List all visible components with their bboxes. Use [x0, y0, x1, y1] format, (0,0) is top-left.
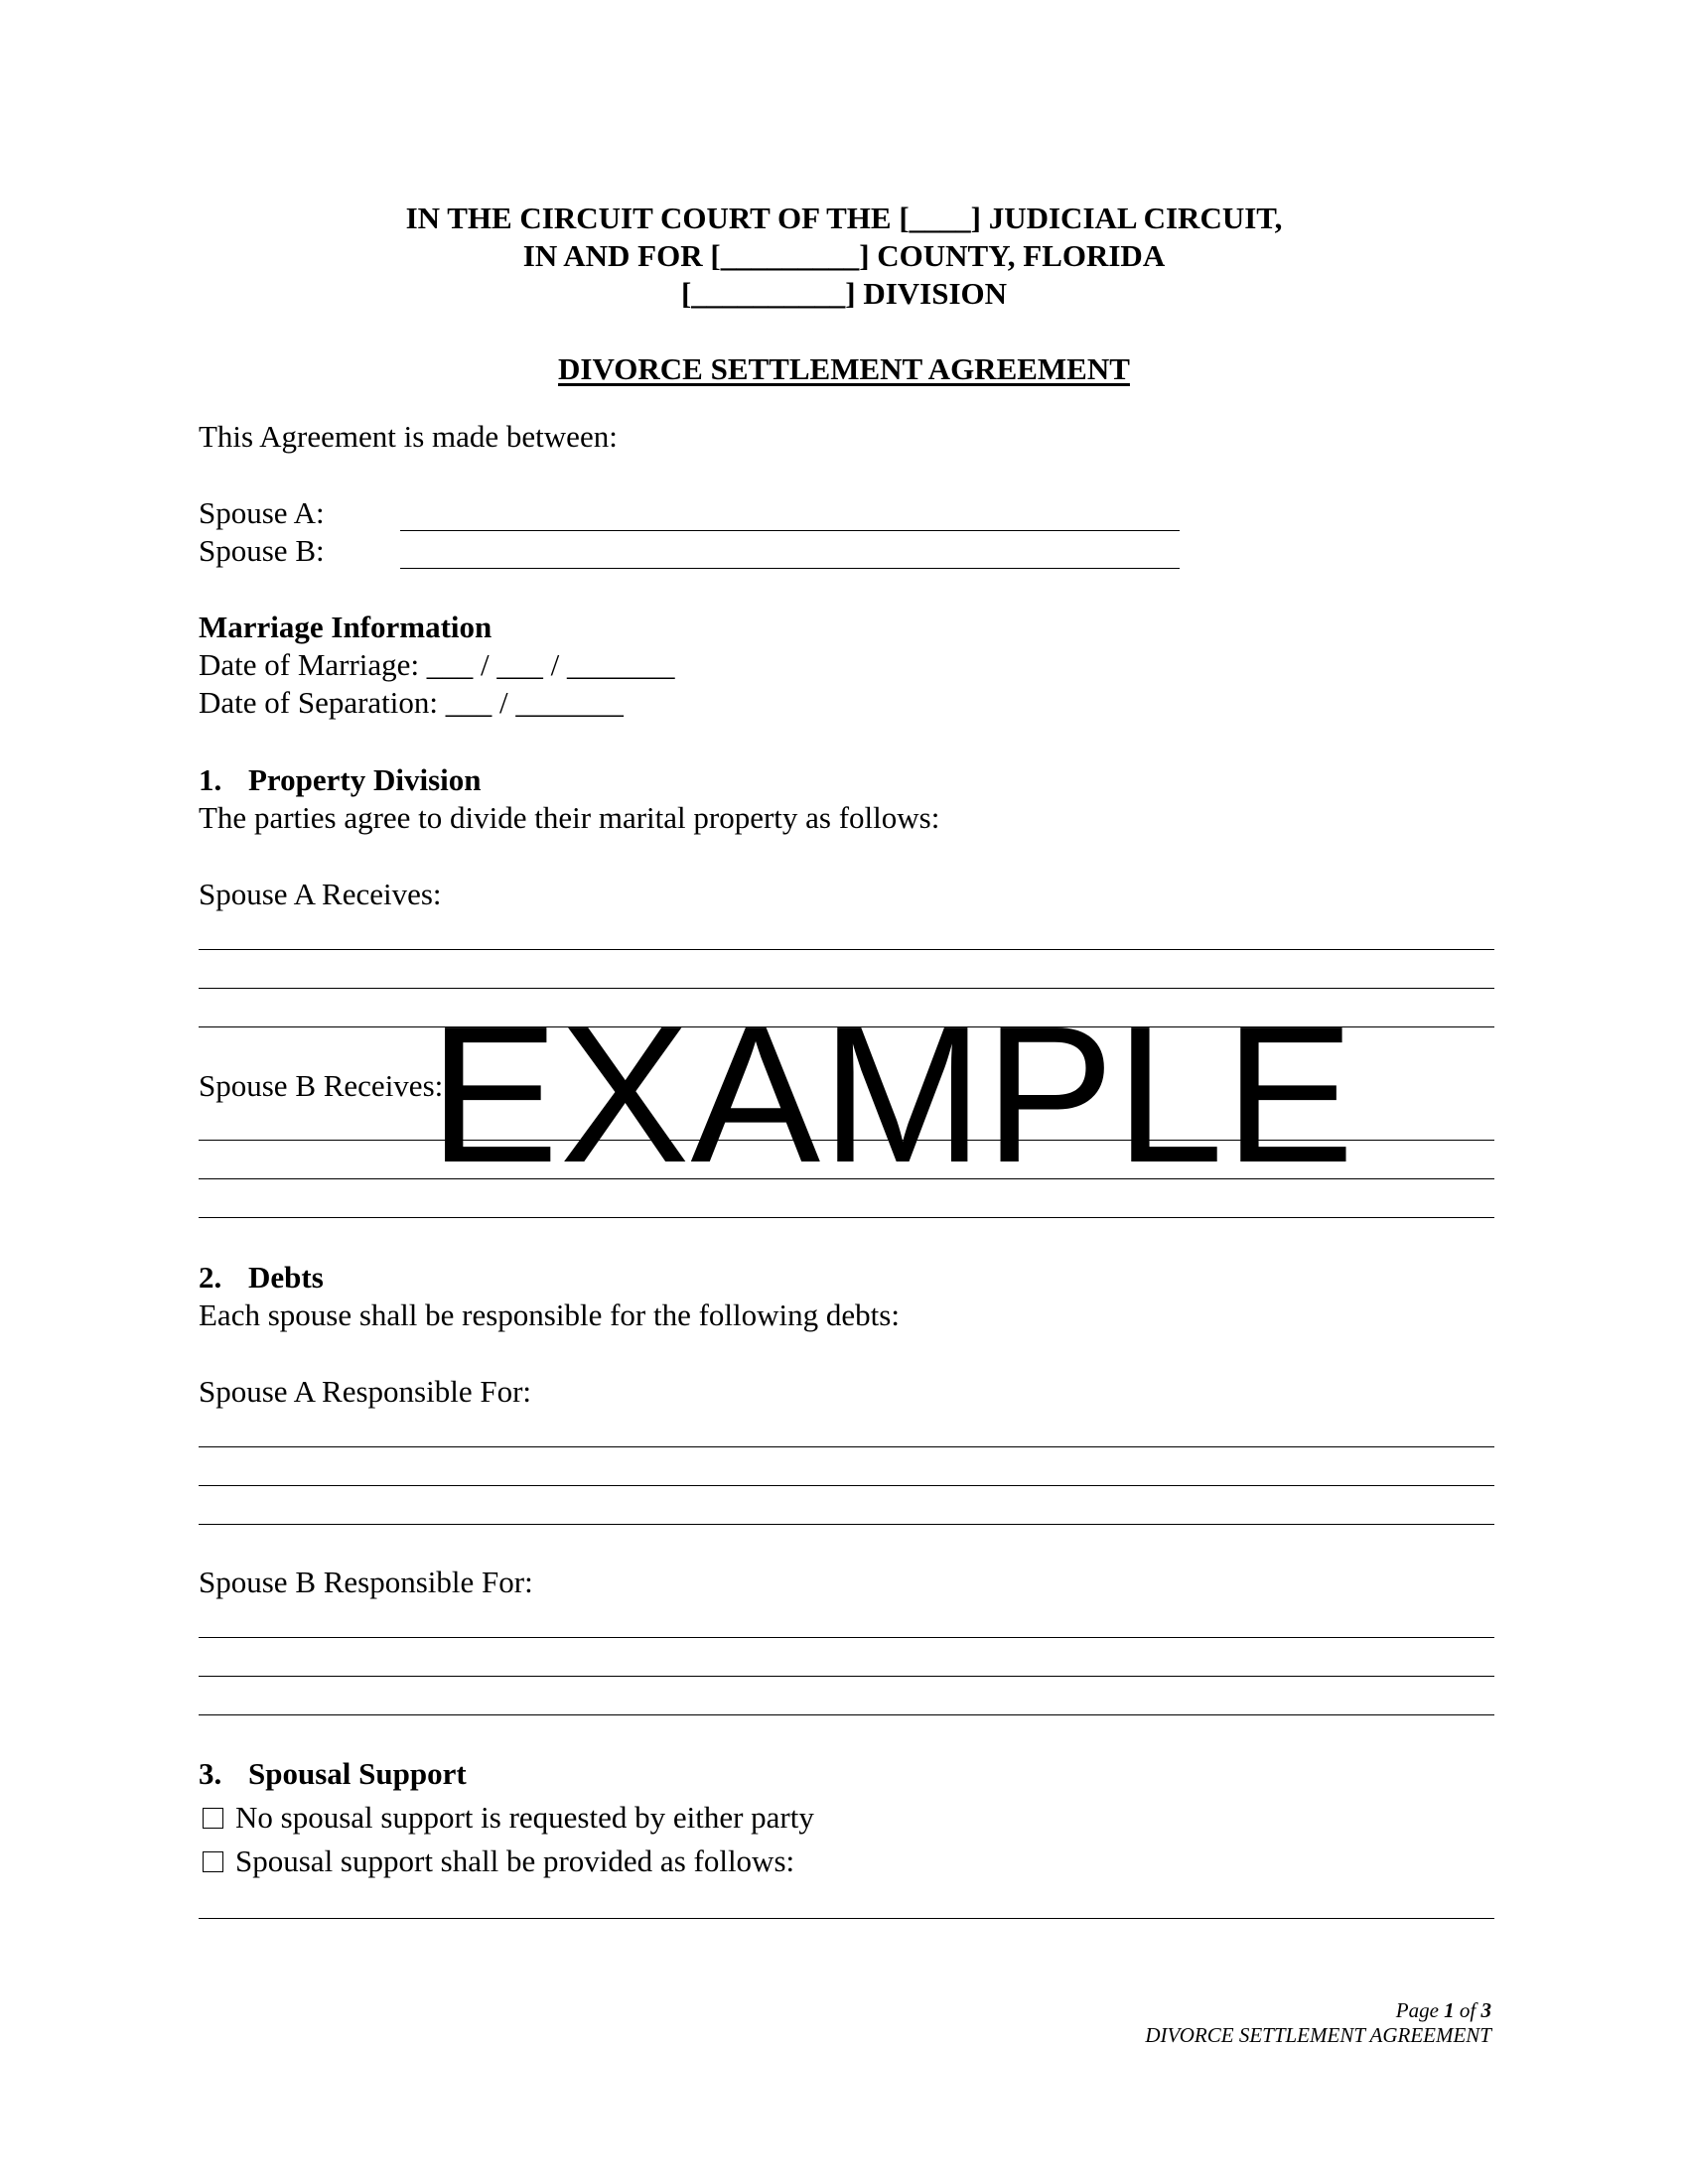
spouse-a-receives-line-1[interactable] — [199, 949, 1494, 950]
spouse-b-debts-line-2[interactable] — [199, 1676, 1494, 1677]
section-1-number: 1. — [199, 762, 222, 797]
page-prefix: Page — [1395, 1998, 1445, 2022]
example-watermark: EXAMPLE — [429, 986, 1355, 1203]
court-header-line-3: [__________] DIVISION — [680, 276, 1008, 311]
section-3-number: 3. — [199, 1756, 222, 1791]
page-number — [1396, 1998, 1491, 2023]
spouse-b-label: Spouse B: — [199, 533, 325, 568]
page-of: of — [1454, 1998, 1481, 2022]
spouse-b-responsible-label: Spouse B Responsible For: — [199, 1565, 533, 1599]
spouse-b-receives-line-3[interactable] — [199, 1217, 1494, 1218]
footer-document-name: DIVORCE SETTLEMENT AGREEMENT — [1145, 2023, 1491, 2047]
court-header-line-2: IN AND FOR [_________] COUNTY, FLORIDA — [522, 238, 1166, 273]
section-2-text: Each spouse shall be responsible for the following debts: — [199, 1297, 900, 1332]
spouse-b-debts-line-1[interactable] — [199, 1637, 1494, 1638]
spouse-b-receives-label: Spouse B Receives: — [199, 1068, 444, 1103]
marriage-info-heading: Marriage Information — [199, 610, 492, 644]
spouse-a-responsible-label: Spouse A Responsible For: — [199, 1374, 532, 1409]
checkbox-support-provided[interactable] — [203, 1851, 223, 1872]
spouse-a-receives-label: Spouse A Receives: — [199, 877, 442, 911]
page-total: 3 — [1480, 1998, 1491, 2022]
court-header-line-1: IN THE CIRCUIT COURT OF THE [____] JUDICIAL CIRCUIT, — [405, 201, 1283, 235]
page-current: 1 — [1444, 1998, 1455, 2022]
support-option-2-label: Spousal support shall be provided as follows: — [235, 1843, 795, 1878]
intro-text: This Agreement is made between: — [199, 419, 618, 454]
section-1-text: The parties agree to divide their marital property as follows: — [199, 800, 940, 835]
spouse-a-debts-line-3[interactable] — [199, 1524, 1494, 1525]
section-2-title: Debts — [248, 1260, 324, 1295]
section-1-heading — [199, 761, 482, 799]
spouse-b-name-line[interactable] — [400, 568, 1180, 569]
support-option-1-label: No spousal support is requested by either party — [235, 1800, 814, 1835]
spouse-a-label: Spouse A: — [199, 495, 325, 530]
support-option-2[interactable] — [203, 1843, 794, 1880]
section-3-title: Spousal Support — [248, 1756, 467, 1791]
section-1-title: Property Division — [248, 762, 482, 797]
date-of-separation-field[interactable]: Date of Separation: ___ / _______ — [199, 685, 624, 720]
section-2-number: 2. — [199, 1260, 222, 1295]
support-option-1[interactable] — [203, 1799, 814, 1837]
section-3-heading — [199, 1755, 467, 1793]
spouse-b-debts-line-3[interactable] — [199, 1714, 1494, 1715]
spouse-a-name-line[interactable] — [400, 530, 1180, 531]
spouse-a-debts-line-1[interactable] — [199, 1446, 1494, 1447]
checkbox-no-support[interactable] — [203, 1808, 223, 1829]
date-of-marriage-field[interactable]: Date of Marriage: ___ / ___ / _______ — [199, 647, 675, 682]
section-2-heading — [199, 1259, 324, 1297]
document-title: DIVORCE SETTLEMENT AGREEMENT — [558, 351, 1130, 386]
support-terms-line[interactable] — [199, 1918, 1494, 1919]
spouse-a-debts-line-2[interactable] — [199, 1485, 1494, 1486]
